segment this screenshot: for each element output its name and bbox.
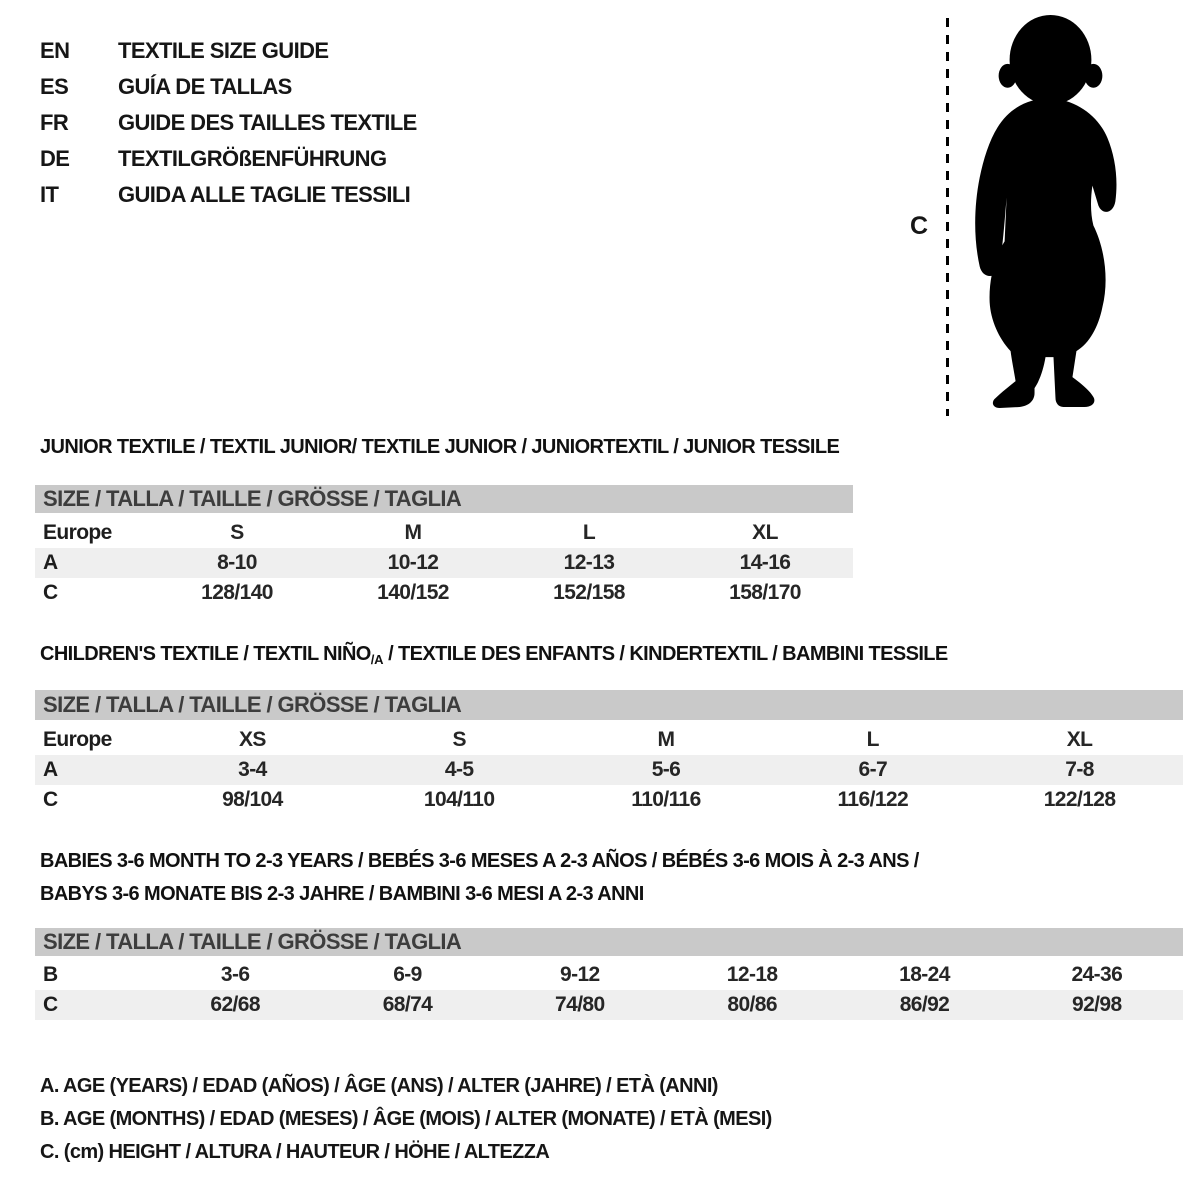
list-item (40, 69, 417, 105)
children-title-post: / TEXTILE DES ENFANTS / KINDERTEXTIL / BAMBINI TESSILE (383, 643, 948, 665)
table-cell: 92/98 (1072, 993, 1122, 1016)
babies-title-line1: BABIES 3-6 MONTH TO 2-3 YEARS / BEBÉS 3-6 MESES A 2-3 AÑOS / BÉBÉS 3-6 MOIS À 2-3 ANS / (40, 850, 919, 872)
size-header-bar: SIZE / TALLA / TAILLE / GRÖSSE / TAGLIA (35, 485, 853, 513)
row-label: Europe (43, 728, 112, 751)
table-cell: 116/122 (837, 788, 909, 811)
table-cell: 10-12 (387, 551, 439, 574)
junior-section-title: JUNIOR TEXTILE / TEXTIL JUNIOR/ TEXTILE JUNIOR / JUNIORTEXTIL / JUNIOR TESSILE (40, 436, 840, 458)
table-cell: 6-9 (393, 963, 422, 986)
language-code: DE (40, 146, 70, 171)
table-cell: 9-12 (560, 963, 600, 986)
table-row (35, 990, 1183, 1020)
junior-size-table (35, 485, 853, 608)
guide-title: GUÍA DE TALLAS (118, 74, 292, 99)
height-measure-dashed-line (946, 18, 949, 416)
children-section-title (40, 643, 948, 666)
table-row (35, 578, 853, 608)
list-item (40, 105, 417, 141)
legend-line-a: A. AGE (YEARS) / EDAD (AÑOS) / ÂGE (ANS) / ALTER (JAHRE) / ETÀ (ANNI) (40, 1075, 718, 1097)
table-cell: M (657, 728, 675, 751)
language-title-list (40, 33, 417, 213)
table-cell: 12-18 (726, 963, 778, 986)
legend-line-b: B. AGE (MONTHS) / EDAD (MESES) / ÂGE (MOIS) / ALTER (MONATE) / ETÀ (MESI) (40, 1108, 772, 1130)
table-cell: M (404, 521, 422, 544)
babies-size-table (35, 928, 1183, 1020)
table-cell: 158/170 (729, 581, 801, 604)
table-cell: 3-6 (220, 963, 250, 986)
size-header-bar: SIZE / TALLA / TAILLE / GRÖSSE / TAGLIA (35, 690, 1183, 720)
guide-title: TEXTILGRÖßENFÜHRUNG (118, 146, 387, 171)
children-title-pre: CHILDREN'S TEXTILE / TEXTIL NIÑO (40, 643, 371, 665)
table-cell: 98/104 (222, 788, 283, 811)
table-cell: S (230, 521, 244, 544)
row-label: C (43, 581, 58, 604)
table-row (35, 725, 1183, 755)
table-row (35, 548, 853, 578)
table-cell: 128/140 (201, 581, 273, 604)
table-row (35, 518, 853, 548)
table-cell: 122/128 (1043, 788, 1116, 811)
table-cell: XL (1066, 728, 1093, 751)
table-cell: L (582, 521, 596, 544)
table-cell: 68/74 (382, 993, 433, 1016)
table-cell: 152/158 (553, 581, 625, 604)
table-cell: 3-4 (238, 758, 267, 781)
table-row (35, 785, 1183, 815)
table-cell: 140/152 (377, 581, 449, 604)
table-cell: S (452, 728, 466, 751)
table-cell: 74/80 (555, 993, 605, 1016)
measurement-legend (40, 1070, 772, 1169)
row-label: C (43, 788, 58, 811)
row-label: A (43, 758, 58, 781)
row-label: C (43, 993, 58, 1016)
height-measure-label: C (910, 212, 929, 240)
legend-line-c: C. (cm) HEIGHT / ALTURA / HAUTEUR / HÖHE / ALTEZZA (40, 1141, 550, 1163)
table-cell: 86/92 (899, 993, 950, 1016)
table-cell: 4-5 (444, 758, 474, 781)
table-cell: 5-6 (651, 758, 681, 781)
size-header-bar: SIZE / TALLA / TAILLE / GRÖSSE / TAGLIA (35, 928, 1183, 956)
children-size-table (35, 690, 1183, 815)
row-label: B (43, 963, 58, 986)
table-cell: 6-7 (858, 758, 888, 781)
table-cell: 110/116 (631, 788, 701, 811)
table-cell: XS (238, 728, 266, 751)
table-cell: 80/86 (727, 993, 777, 1016)
table-cell: 104/110 (423, 788, 495, 811)
guide-title: GUIDA ALLE TAGLIE TESSILI (118, 182, 411, 207)
babies-title-line2: BABYS 3-6 MONATE BIS 2-3 JAHRE / BAMBINI 3-6 MESI A 2-3 ANNI (40, 883, 644, 905)
children-title-subscript: /A (370, 652, 384, 667)
language-code: FR (40, 110, 69, 135)
table-cell: 7-8 (1065, 758, 1094, 781)
babies-section-title (40, 845, 919, 911)
table-cell: XL (752, 521, 778, 544)
table-cell: 18-24 (899, 963, 950, 986)
list-item (40, 177, 417, 213)
list-item (40, 141, 417, 177)
row-label: Europe (43, 521, 112, 544)
language-code: ES (40, 74, 69, 99)
table-cell: 14-16 (739, 551, 791, 574)
table-cell: 62/68 (210, 993, 260, 1016)
guide-title: GUIDE DES TAILLES TEXTILE (118, 110, 417, 135)
table-row (35, 755, 1183, 785)
language-code: IT (40, 182, 59, 207)
table-cell: 8-10 (217, 551, 257, 574)
table-cell: 12-13 (563, 551, 615, 574)
table-row (35, 960, 1183, 990)
toddler-silhouette-icon (962, 12, 1138, 421)
list-item (40, 33, 417, 69)
table-cell: L (866, 728, 879, 751)
language-code: EN (40, 38, 70, 63)
table-cell: 24-36 (1071, 963, 1123, 986)
row-label: A (43, 551, 58, 574)
guide-title: TEXTILE SIZE GUIDE (118, 38, 329, 63)
